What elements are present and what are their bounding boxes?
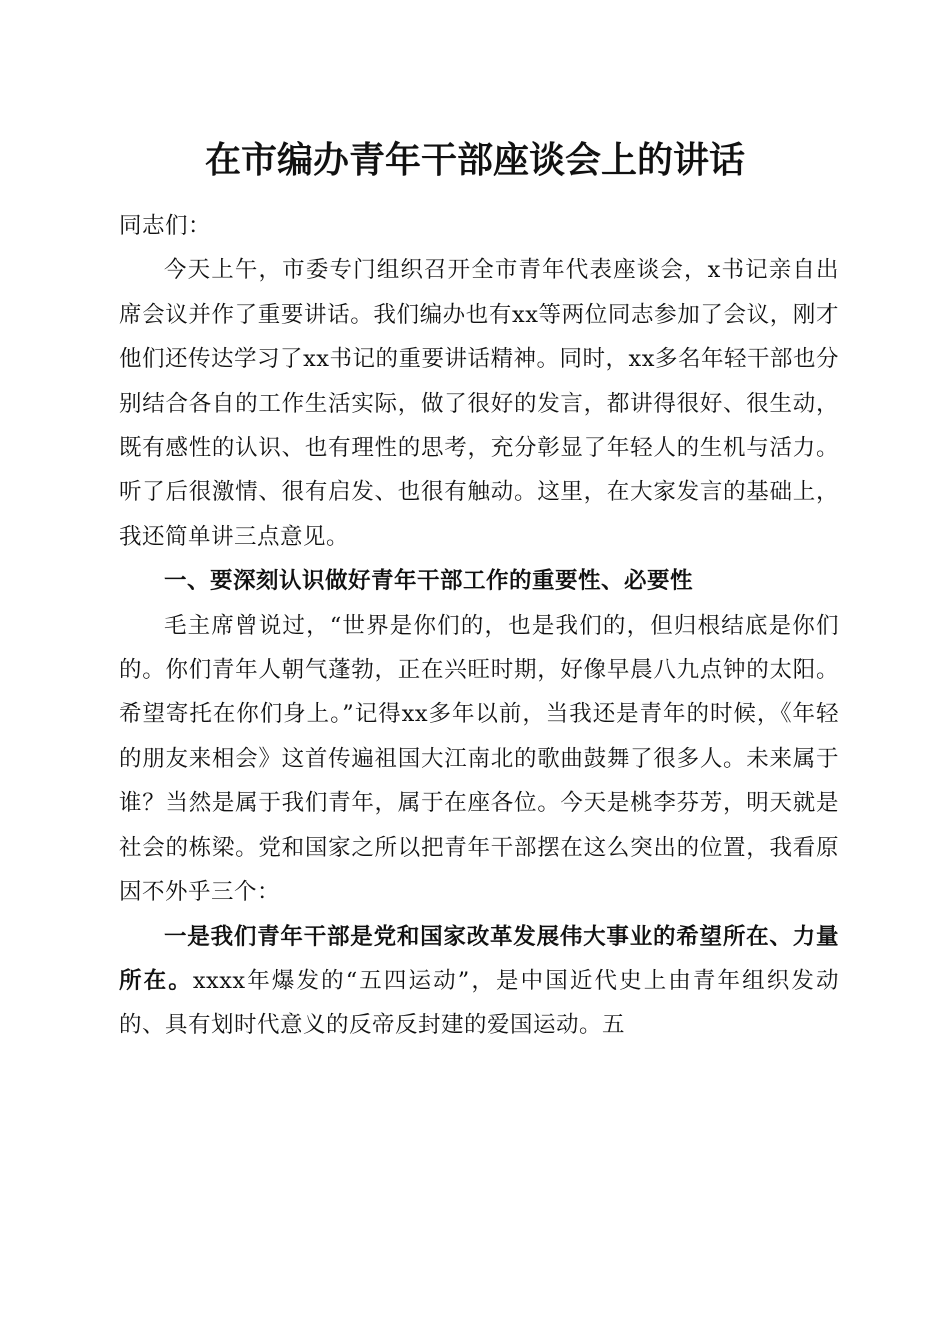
- paragraph-2: 毛主席曾说过，“世界是你们的，也是我们的，但归根结底是你们的。你们青年人朝气蓬勃，正在兴旺时期，好像早晨八九点钟的太阳。希望寄托在你们身上。”记得xx多年以前，当我还是青年的时候，《年轻的朋友来相会》这首传遍祖国大江南北的歌曲鼓舞了很多人。未来属于谁？当然是属于我们青年，属于在座各位。今天是桃李芬芳，明天就是社会的栋梁。党和国家之所以把青年干部摆在这么突出的位置，我看原因不外乎三个：: [119, 612, 839, 906]
- paragraph-3-lead: 一是我们青年干部是党和国家改革发展伟大事业的希望所在、力量所在。: [119, 923, 839, 994]
- paragraph-1: 今天上午，市委专门组织召开全市青年代表座谈会，x书记亲自出席会议并作了重要讲话。我们编办也有xx等两位同志参加了会议，刚才他们还传达学习了xx书记的重要讲话精神。同时，xx多名年轻干部也分别结合各自的工作生活实际，做了很好的发言，都讲得很好、很生动，既有感性的认识、也有理性的思考，充分彰显了年轻人的生机与活力。听了后很激情、很有启发、也很有触动。这里，在大家发言的基础上，我还简单讲三点意见。: [119, 257, 839, 550]
- document-title: 在市编办青年干部座谈会上的讲话: [204, 139, 745, 181]
- section-heading-1: 一、要深刻认识做好青年干部工作的重要性、必要性: [164, 568, 694, 595]
- paragraph-3: [119, 915, 839, 1048]
- salutation: 同志们：: [119, 213, 212, 239]
- paragraph-3-rest: xxxx年爆发的“五四运动”，是中国近代史上由青年组织发动的、具有划时代意义的反帝反封建的爱国运动。五: [119, 967, 839, 1039]
- document-body: [119, 204, 839, 1048]
